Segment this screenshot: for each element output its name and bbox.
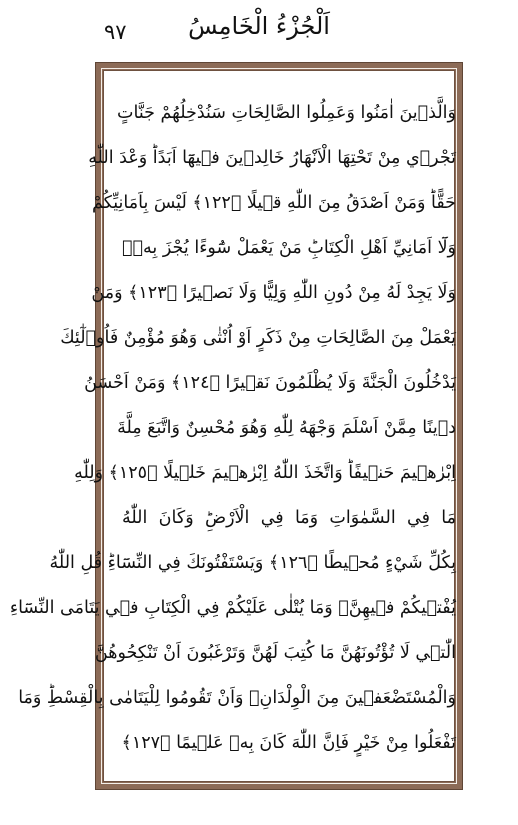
- page-header: [0, 0, 518, 58]
- text-line: مَا فِي السَّمٰوَاتِ وَمَا فِي الْاَرْضِؕ وَكَانَ اللّٰهُ: [122, 508, 456, 528]
- text-line: يَعْمَلْ مِنَ الصَّالِحَاتِ مِنْ ذَكَرٍ اَوْ اُنْثٰى وَهُوَ مُؤْمِنٌ فَاُو۬لٰٓئِكَ: [60, 328, 456, 348]
- text-line: بِكُلِّ شَيْءٍ مُح۪يطًا ﴿١٢٦﴾ وَيَسْتَفْتُونَكَ فِي النِّسَٓاءِؕ قُلِ اللّٰهُ: [49, 553, 456, 573]
- page-number: ٩٧: [104, 20, 127, 44]
- text-line: الّٰت۪ي لَا تُؤْتُونَهُنَّ مَا كُتِبَ لَهُنَّ وَتَرْغَبُونَ اَنْ تَنْكِحُوهُنَّ: [94, 643, 456, 663]
- text-line: وَالْمُسْتَضْعَف۪ينَ مِنَ الْوِلْدَانِۙ وَاَنْ تَقُومُوا لِلْيَتَامٰى بِالْقِسْطِؕ وَمَا: [18, 688, 456, 708]
- text-line: وَالَّذ۪ينَ اٰمَنُوا وَعَمِلُوا الصَّالِحَاتِ سَنُدْخِلُهُمْ جَنَّاتٍ: [117, 103, 456, 123]
- text-line: تَجْر۪ي مِنْ تَحْتِهَا الْاَنْهَارُ خَالِد۪ينَ ف۪يهَٓا اَبَدًاؕ وَعْدَ اللّٰهِ: [88, 148, 456, 168]
- text-line: وَلَا يَجِدْ لَهُ مِنْ دُونِ اللّٰهِ وَلِيًّا وَلَا نَص۪يرًا ﴿١٢٣﴾ وَمَنْ: [91, 283, 456, 303]
- text-line: يَدْخُلُونَ الْجَنَّةَ وَلَا يُظْلَمُونَ نَق۪يرًا ﴿١٢٤﴾ وَمَنْ اَحْسَنُ: [84, 373, 456, 393]
- text-line: حَقًّاؕ وَمَنْ اَصْدَقُ مِنَ اللّٰهِ ق۪يلًا ﴿١٢٢﴾ لَيْسَ بِاَمَانِيِّكُمْ: [91, 193, 456, 213]
- juz-title: اَلْجُزْءُ الْخَامِسُ: [188, 12, 330, 40]
- ornamental-frame: [9, 62, 463, 790]
- text-line: د۪ينًا مِمَّنْ اَسْلَمَ وَجْهَهُ لِلّٰهِ وَهُوَ مُحْسِنٌ وَاتَّبَعَ مِلَّةَ: [117, 418, 456, 438]
- text-line: وَلَٓا اَمَانِيِّ اَهْلِ الْكِتَابِؕ مَنْ يَعْمَلْ سُٓوءًا يُجْزَ بِه۪ۙ: [122, 238, 456, 258]
- text-line: تَفْعَلُوا مِنْ خَيْرٍ فَاِنَّ اللّٰهَ كَانَ بِه۪ عَل۪يمًا ﴿١٢٧﴾: [121, 733, 456, 753]
- quran-text-block: [9, 93, 456, 777]
- text-line: اِبْرٰه۪يمَ حَن۪يفًاؕ وَاتَّخَذَ اللّٰهُ اِبْرٰه۪يمَ خَل۪يلًا ﴿١٢٥﴾ وَلِلّٰهِ: [74, 463, 456, 483]
- text-panel: [9, 71, 456, 781]
- text-line: يُفْت۪يكُمْ ف۪يهِنَّۙ وَمَا يُتْلٰى عَلَيْكُمْ فِي الْكِتَابِ ف۪ي يَتَامَى النِّسَٓاءِ: [9, 598, 456, 618]
